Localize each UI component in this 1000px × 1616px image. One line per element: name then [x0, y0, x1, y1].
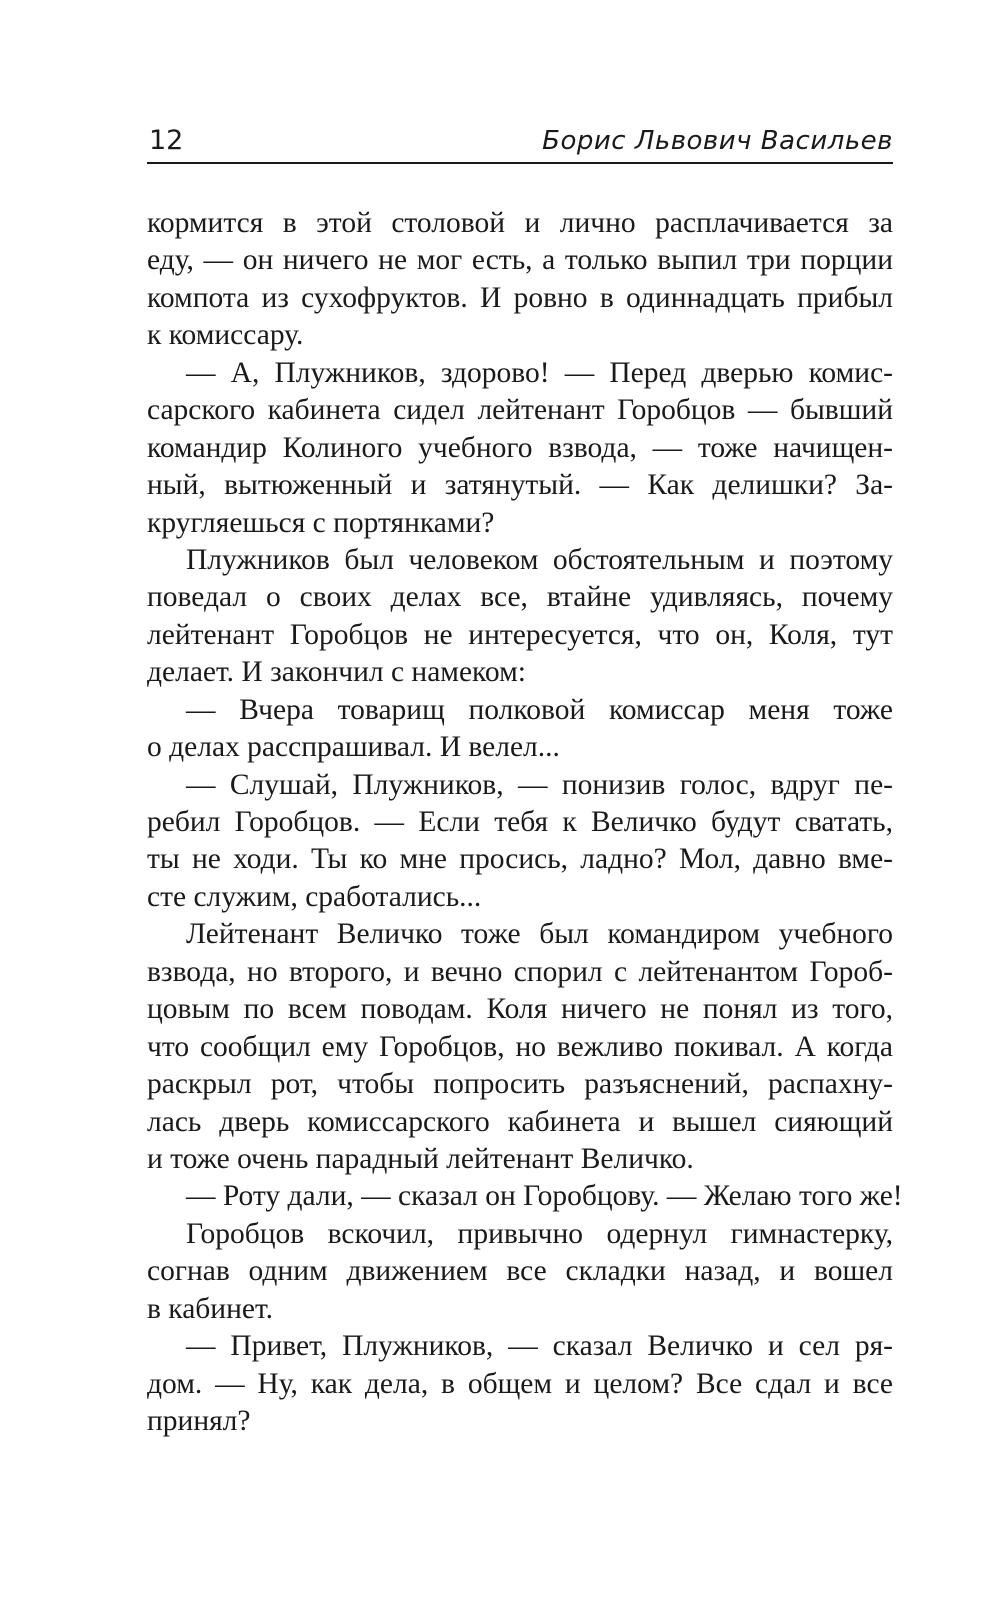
text-line: ный, вытюженный и затянутый. — Как делишки? За- — [147, 469, 893, 502]
text-line: лейтенант Горобцов не интересуется, что он, Коля, тут — [147, 618, 893, 651]
text-line: взвода, но второго, и вечно спорил с лейтенантом Гороб- — [147, 955, 893, 988]
text-line: раскрыл рот, чтобы попросить разъяснений, распахну- — [147, 1068, 893, 1101]
text-line: в кабинет. — [147, 1292, 274, 1325]
text-line: — Слушай, Плужников, — понизив голос, вдруг пе- — [186, 768, 893, 801]
text-line: к комиссару. — [147, 319, 304, 352]
page-number: 12 — [149, 125, 184, 156]
text-line: Плужников был человеком обстоятельным и поэтому — [186, 543, 893, 576]
body-text — [147, 205, 903, 1440]
text-line: еду, — он ничего не мог есть, а только выпил три порции — [147, 244, 893, 277]
text-line: — А, Плужников, здорово! — Перед дверью комис- — [186, 356, 893, 389]
text-line: кругляешься с портянками? — [147, 506, 495, 539]
running-head — [147, 122, 893, 164]
text-line: кормится в этой столовой и лично расплачивается за — [147, 207, 893, 239]
text-line: и тоже очень парадный лейтенант Величко. — [147, 1142, 694, 1175]
text-line: — Вчера товарищ полковой комиссар меня тоже — [186, 693, 893, 726]
text-line: ребил Горобцов. — Если тебя к Величко будут сватать, — [147, 806, 893, 838]
text-line: Горобцов вскочил, привычно одернул гимнастерку, — [186, 1217, 893, 1250]
text-line: дом. — Ну, как дела, в общем и целом? Все сдал и все — [147, 1367, 893, 1400]
text-line: лась дверь комиссарского кабинета и вышел сияющий — [147, 1105, 893, 1138]
text-line: согнав одним движением все складки назад, и вошел — [147, 1255, 893, 1288]
text-line: Лейтенант Величко тоже был командиром учебного — [186, 918, 893, 951]
text-line: цовым по всем поводам. Коля ничего не понял из того, — [147, 993, 893, 1026]
text-line: компота из сухофруктов. И ровно в одиннадцать прибыл — [147, 281, 893, 314]
running-head-author: Борис Львович Васильев — [542, 126, 893, 156]
text-line: сте служим, сработались... — [147, 880, 482, 913]
text-line: принял? — [147, 1405, 251, 1437]
text-line: командир Колиного учебного взвода, — тоже начищен- — [147, 431, 893, 464]
text-line: что сообщил ему Горобцов, но вежливо покивал. А когда — [147, 1030, 893, 1063]
text-line: ты не ходи. Ты ко мне просись, ладно? Мол, давно вме- — [147, 843, 893, 876]
text-line: о делах расспрашивал. И велел... — [147, 731, 560, 764]
text-line: — Роту дали, — сказал он Горобцову. — Желаю того же! — [186, 1180, 903, 1213]
text-line: поведал о своих делах все, втайне удивляясь, почему — [147, 581, 893, 614]
text-line: сарского кабинета сидел лейтенант Горобцов — бывший — [147, 394, 893, 427]
text-line: делает. И закончил с намеком: — [147, 656, 526, 689]
text-line: — Привет, Плужников, — сказал Величко и сел ря- — [186, 1330, 893, 1363]
